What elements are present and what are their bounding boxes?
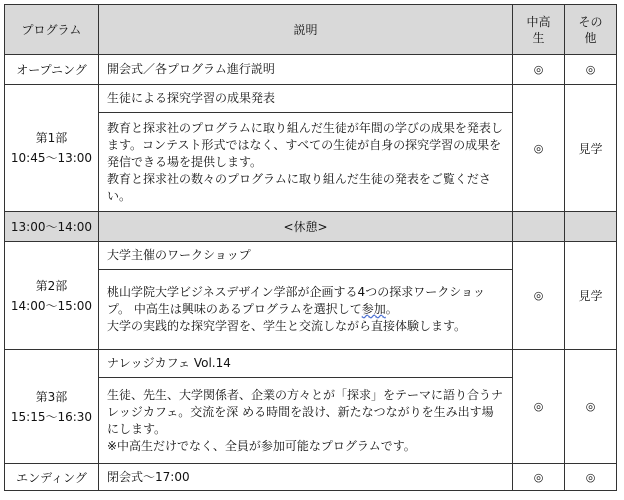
part2-desc1: 桃山学院大学ビジネスデザイン学部が企画する4つの探求ワークショップ。 中高生は興味のあるプログラムを選択して参加。 [107, 285, 485, 316]
part1-name-cell [5, 85, 99, 212]
break-mh-empty [513, 212, 565, 242]
part2-mh-mark: ◎ [513, 242, 565, 350]
part2-other-mark: 見学 [565, 242, 617, 350]
row-part3-title [5, 350, 617, 378]
part1-desc [99, 113, 513, 212]
part3-desc2: ※中高生だけでなく、全員が参加可能なプログラムです。 [107, 438, 416, 453]
part2-desc [99, 270, 513, 350]
opening-name: オープニング [5, 55, 99, 85]
header-program: プログラム [5, 5, 99, 55]
part1-other-mark: 見学 [565, 85, 617, 212]
ending-other-mark: ◎ [565, 464, 617, 491]
header-middle-high: 中高生 [513, 5, 565, 55]
break-time: 13:00～14:00 [5, 212, 99, 242]
opening-other-mark: ◎ [565, 55, 617, 85]
part1-desc1: 教育と探求社のプログラムに取り組んだ生徒が年間の学びの成果を発表します。コンテスト形式ではなく、すべての生徒が自身の探究学習の成果を発信できる場を提供します。 [107, 120, 503, 169]
part1-name: 第1部 [35, 131, 68, 145]
part3-title: ナレッジカフェ Vol.14 [99, 350, 513, 378]
row-ending [5, 464, 617, 491]
part3-desc1: 生徒、先生、大学関係者、企業の方々とが「探求」をテーマに語り合うナレッジカフェ。交流を深 める時間を設け、新たなつながりを生み出す場にします。 [107, 387, 504, 436]
break-other-empty [565, 212, 617, 242]
part2-name-cell [5, 242, 99, 350]
header-row [5, 5, 617, 55]
row-part2-title [5, 242, 617, 270]
opening-mh-mark: ◎ [513, 55, 565, 85]
part2-desc2: 大学の実践的な探究学習を、学生と交流しながら直接体験します。 [107, 319, 467, 333]
row-opening [5, 55, 617, 85]
part1-mh-mark: ◎ [513, 85, 565, 212]
part2-underlined-word: 参加 [361, 302, 386, 316]
part3-name: 第3部 [35, 389, 68, 404]
part2-title: 大学主催のワークショップ [99, 242, 513, 270]
opening-desc: 開会式／各プログラム進行説明 [99, 55, 513, 85]
part3-mh-mark: ◎ [513, 350, 565, 464]
part2-time: 14:00～15:00 [10, 298, 93, 313]
part3-desc [99, 378, 513, 464]
schedule-table [4, 4, 617, 491]
part2-name: 第2部 [35, 278, 68, 293]
ending-mh-mark: ◎ [513, 464, 565, 491]
row-part1-title [5, 85, 617, 113]
part3-name-cell [5, 350, 99, 464]
break-label: <休憩> [99, 212, 513, 242]
header-other: その他 [565, 5, 617, 55]
part1-title: 生徒による探究学習の成果発表 [99, 85, 513, 113]
row-break [5, 212, 617, 242]
part3-other-mark: ◎ [565, 350, 617, 464]
ending-name: エンディング [5, 464, 99, 491]
part1-time: 10:45～13:00 [10, 151, 93, 165]
header-description: 説明 [99, 5, 513, 55]
part1-desc2: 教育と探求社の数々のプログラムに取り組んだ生徒の発表をご覧ください。 [107, 171, 491, 203]
ending-desc: 閉会式～17:00 [99, 464, 513, 491]
part3-time: 15:15～16:30 [10, 409, 93, 424]
